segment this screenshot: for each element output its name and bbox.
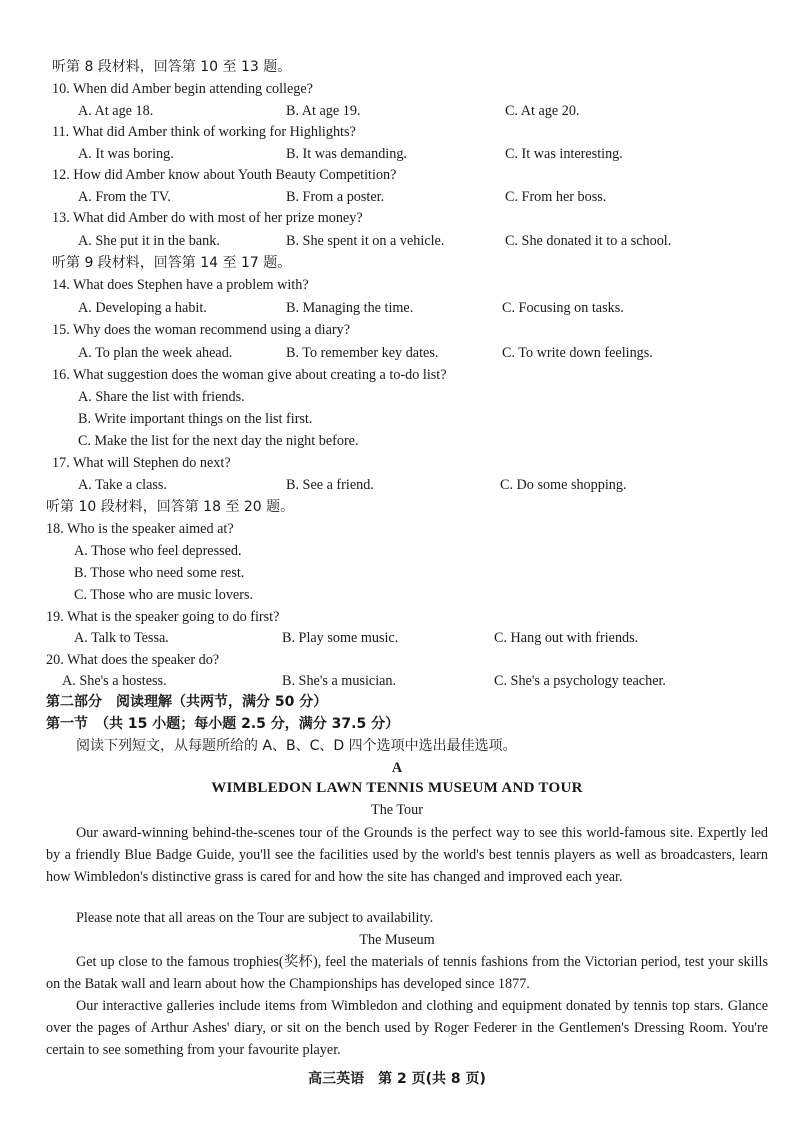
passage-letter: A — [391, 760, 403, 776]
question-10: 10. When did Amber begin attending college? — [52, 81, 313, 97]
question-19: 19. What is the speaker going to do first? — [46, 609, 280, 625]
paragraph-availability-text: Please note that all areas on the Tour are subject to availability. — [76, 910, 434, 926]
q17-option-a: A. Take a class. — [78, 477, 167, 493]
q13-option-c: C. She donated it to a school. — [505, 233, 672, 249]
passage-title: WIMBLEDON LAWN TENNIS MUSEUM AND TOUR — [211, 780, 583, 796]
q15-option-c: C. To write down feelings. — [502, 345, 653, 361]
q10-option-a: A. At age 18. — [78, 103, 154, 119]
q18-option-b: B. Those who need some rest. — [74, 565, 245, 581]
listening-intro-9: 听第 9 段材料，回答第 14 至 17 题。 — [52, 255, 292, 271]
q11-option-c: C. It was interesting. — [505, 146, 623, 162]
q20-option-c: C. She's a psychology teacher. — [494, 673, 666, 689]
q10-option-b: B. At age 19. — [286, 103, 361, 119]
question-11: 11. What did Amber think of working for Highlights? — [52, 124, 356, 140]
listening-intro-10: 听第 10 段材料，回答第 18 至 20 题。 — [46, 499, 295, 515]
q15-option-a: A. To plan the week ahead. — [78, 345, 233, 361]
q12-option-b: B. From a poster. — [286, 189, 385, 205]
q13-option-a: A. She put it in the bank. — [78, 233, 220, 249]
question-17: 17. What will Stephen do next? — [52, 455, 231, 471]
paragraph-tour-text: Our award-winning behind-the-scenes tour of the Grounds is the perfect way to see this world-famous site. Expertly led by a friendly Blue Badge Guide, you'll see the facilities used by the world's best tennis players as well as broadcasters, learn how Wimbledon's distinctive grass is cared for and how the site has changed and improved each year. — [46, 825, 768, 885]
paragraph-tour — [46, 822, 768, 888]
q14-option-b: B. Managing the time. — [286, 300, 414, 316]
question-18: 18. Who is the speaker aimed at? — [46, 521, 234, 537]
question-14: 14. What does Stephen have a problem with? — [52, 277, 309, 293]
q16-option-b: B. Write important things on the list first. — [78, 411, 313, 427]
q19-option-c: C. Hang out with friends. — [494, 630, 639, 646]
q16-option-a: A. Share the list with friends. — [78, 389, 245, 405]
q10-option-c: C. At age 20. — [505, 103, 580, 119]
q16-option-c: C. Make the list for the next day the night before. — [78, 433, 359, 449]
q12-option-a: A. From the TV. — [78, 189, 171, 205]
paragraph-museum — [46, 951, 768, 995]
q19-option-b: B. Play some music. — [282, 630, 399, 646]
paragraph-galleries-text: Our interactive galleries include items from Wimbledon and clothing and equipment donated by tennis top stars. Glance over the pages of Arthur Ashes' diary, or sit on the bench used by Roger Federer in the Gentlemen's Dressing Room. You're certain to see something from your favourite player. — [46, 998, 768, 1058]
paragraph-museum-text: Get up close to the famous trophies(奖杯), feel the materials of tennis fashions from the Victorian period, test your skills on the Batak wall and learn about how the Championships has developed since 1877. — [46, 954, 768, 992]
section1-heading: 第一节 （共 15 小题；每小题 2.5 分，满分 37.5 分） — [46, 716, 400, 732]
question-16: 16. What suggestion does the woman give about creating a to-do list? — [52, 367, 447, 383]
q19-option-a: A. Talk to Tessa. — [74, 630, 169, 646]
q20-option-b: B. She's a musician. — [282, 673, 397, 689]
q17-option-c: C. Do some shopping. — [500, 477, 627, 493]
listening-intro-8: 听第 8 段材料，回答第 10 至 13 题。 — [52, 59, 292, 75]
q20-option-a: A. She's a hostess. — [62, 673, 167, 689]
question-13: 13. What did Amber do with most of her prize money? — [52, 210, 363, 226]
q15-option-b: B. To remember key dates. — [286, 345, 439, 361]
part2-heading: 第二部分 阅读理解（共两节，满分 50 分） — [46, 694, 328, 710]
paragraph-availability — [46, 907, 768, 929]
page-footer: 高三英语 第 2 页(共 8 页) — [308, 1071, 486, 1087]
q11-option-b: B. It was demanding. — [286, 146, 407, 162]
question-12: 12. How did Amber know about Youth Beauty Competition? — [52, 167, 397, 183]
subheading-tour: The Tour — [371, 802, 423, 818]
question-15: 15. Why does the woman recommend using a diary? — [52, 322, 350, 338]
q11-option-a: A. It was boring. — [78, 146, 174, 162]
reading-instruction: 阅读下列短文，从每题所给的 A、B、C、D 四个选项中选出最佳选项。 — [76, 738, 517, 754]
question-20: 20. What does the speaker do? — [46, 652, 220, 668]
q12-option-c: C. From her boss. — [505, 189, 607, 205]
paragraph-galleries — [46, 995, 768, 1061]
subheading-museum: The Museum — [359, 932, 435, 948]
q14-option-c: C. Focusing on tasks. — [502, 300, 624, 316]
q13-option-b: B. She spent it on a vehicle. — [286, 233, 445, 249]
q18-option-a: A. Those who feel depressed. — [74, 543, 242, 559]
q17-option-b: B. See a friend. — [286, 477, 374, 493]
q18-option-c: C. Those who are music lovers. — [74, 587, 254, 603]
q14-option-a: A. Developing a habit. — [78, 300, 207, 316]
